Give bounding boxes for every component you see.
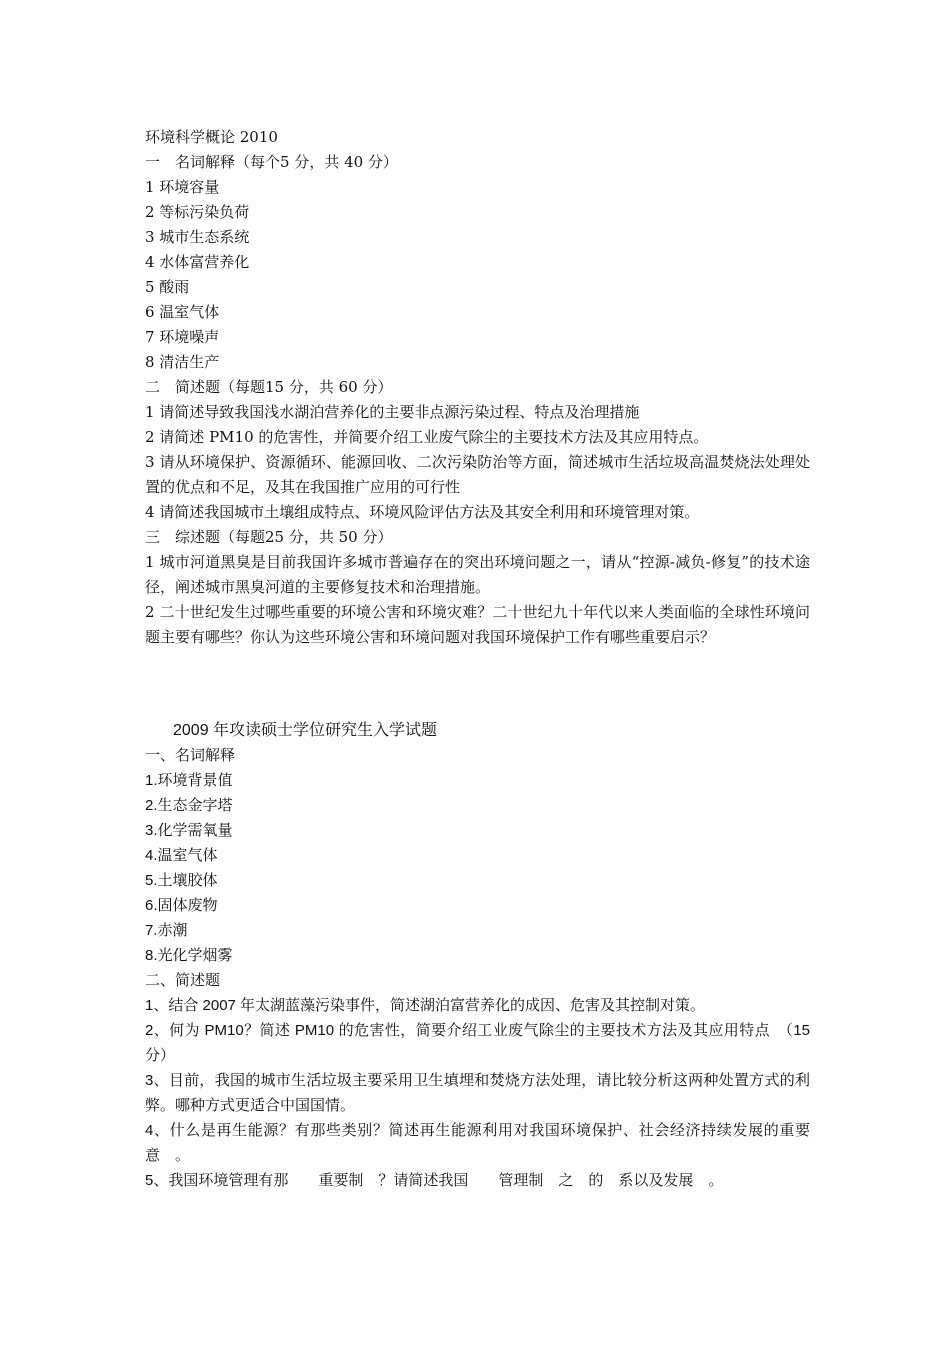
list-item: 8 清洁生产 bbox=[145, 353, 220, 371]
question-item: 2 请简述 PM10 的危害性，并简要介绍工业废气除尘的主要技术方法及其应用特点。 bbox=[145, 428, 709, 446]
list-item: 2.生态金字塔 bbox=[145, 797, 233, 814]
list-item: 7.赤潮 bbox=[145, 922, 188, 939]
question-item: 1 请简述导致我国浅水湖泊营养化的主要非点源污染过程、特点及治理措施 bbox=[145, 403, 640, 421]
section-heading: 二 简述题（每题15 分，共 60 分） bbox=[145, 378, 393, 396]
list-item: 1.环境背景值 bbox=[145, 772, 233, 789]
list-item: 4.温室气体 bbox=[145, 847, 218, 864]
section-heading: 二、简述题 bbox=[145, 972, 221, 989]
question-item: 1、结合 2007 年太湖蓝藻污染事件，简述湖泊富营养化的成因、危害及其控制对策。 bbox=[145, 997, 706, 1014]
question-item: 4、什么是再生能源？有那些类别？简述再生能源利用对我国环境保护、社会经济持续发展的重要意 。 bbox=[145, 1122, 810, 1164]
question-item: 2、何为 PM10？简述 PM10 的危害性，简要介绍工业废气除尘的主要技术方法及其应用特点 （15 分） bbox=[145, 1022, 810, 1064]
question-item: 2 二十世纪发生过哪些重要的环境公害和环境灾难？二十世纪九十年代以来人类面临的全球性环境问题主要有哪些？你认为这些环境公害和环境问题对我国环境保护工作有哪些重要启示？ bbox=[145, 603, 810, 646]
exam-2009-section bbox=[145, 718, 810, 1193]
exam-2010-title: 环境科学概论 2010 bbox=[145, 128, 278, 146]
list-item: 6.固体废物 bbox=[145, 897, 218, 914]
list-item: 5.土壤胶体 bbox=[145, 872, 218, 889]
list-item: 3.化学需氧量 bbox=[145, 822, 233, 839]
list-item: 6 温室气体 bbox=[145, 303, 220, 321]
list-item: 7 环境噪声 bbox=[145, 328, 220, 346]
list-item: 5 酸雨 bbox=[145, 278, 190, 296]
exam-2009-title: 2009 年攻读硕士学位研究生入学试题 bbox=[173, 722, 438, 739]
section-heading: 一、名词解释 bbox=[145, 747, 236, 764]
section-heading: 三 综述题（每题25 分，共 50 分） bbox=[145, 528, 393, 546]
list-item: 1 环境容量 bbox=[145, 178, 220, 196]
exam-2010-section bbox=[145, 125, 810, 650]
list-item: 8.光化学烟雾 bbox=[145, 947, 233, 964]
question-item: 3 请从环境保护、资源循环、能源回收、二次污染防治等方面，简述城市生活垃圾高温焚烧法处理处置的优点和不足，及其在我国推广应用的可行性 bbox=[145, 453, 810, 496]
list-item: 3 城市生态系统 bbox=[145, 228, 250, 246]
section-heading: 一 名词解释（每个5 分，共 40 分） bbox=[145, 153, 398, 171]
question-item: 1 城市河道黑臭是目前我国许多城市普遍存在的突出环境问题之一，请从“控源-减负-修复”的技术途径，阐述城市黑臭河道的主要修复技术和治理措施。 bbox=[145, 553, 810, 596]
question-item: 3、目前，我国的城市生活垃圾主要采用卫生填埋和焚烧方法处理，请比较分析这两种处置方式的利弊。哪种方式更适合中国国情。 bbox=[145, 1072, 810, 1114]
list-item: 4 水体富营养化 bbox=[145, 253, 250, 271]
question-item: 4 请简述我国城市土壤组成特点、环境风险评估方法及其安全利用和环境管理对策。 bbox=[145, 503, 700, 521]
question-item: 5、我国环境管理有那 重要制 ？请简述我国 管理制 之 的 系以及发展 。 bbox=[145, 1172, 724, 1189]
list-item: 2 等标污染负荷 bbox=[145, 203, 250, 221]
